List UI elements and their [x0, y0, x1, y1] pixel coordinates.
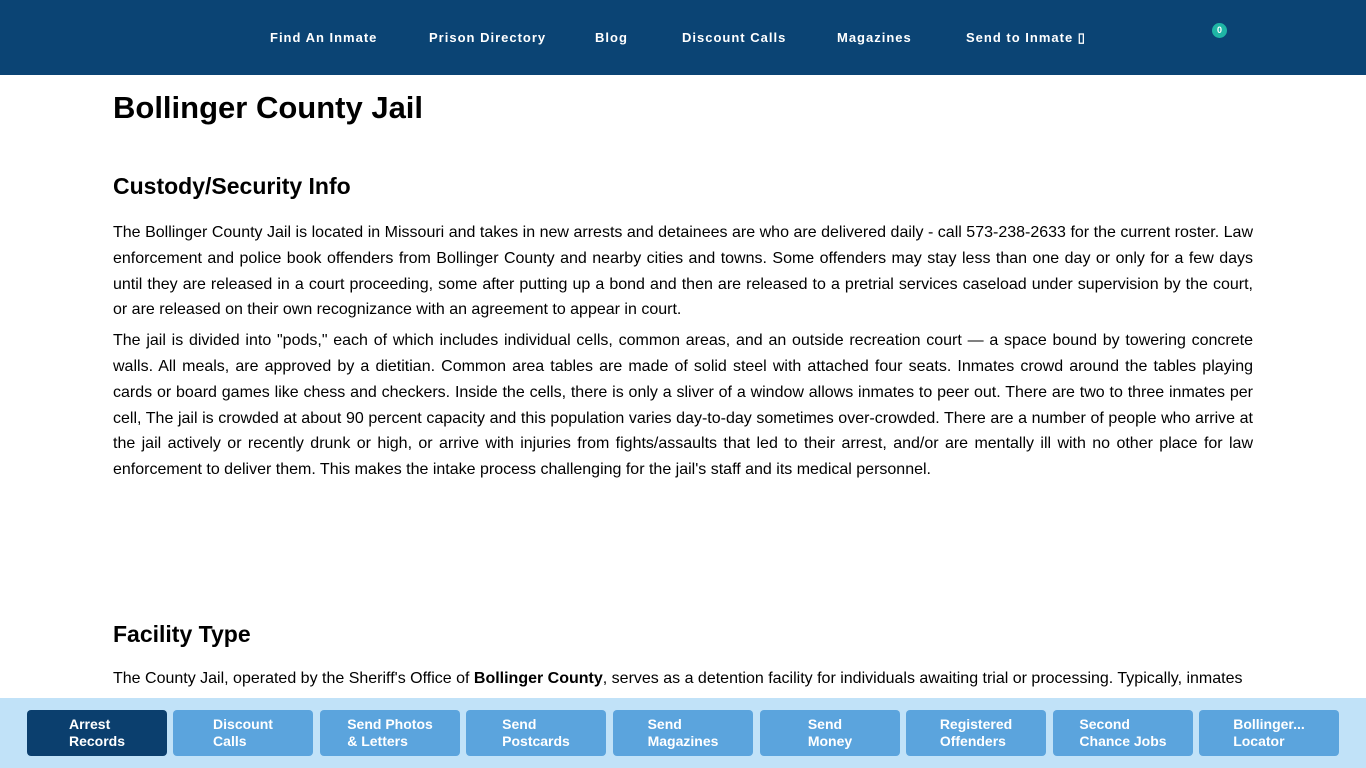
facility-text-end: , serves as a detention facility for individuals awaiting trial or processing. Typically, inmates	[602, 670, 1243, 687]
bollinger-locator-button[interactable]: Bollinger... Locator	[1199, 710, 1339, 756]
nav-prison-directory[interactable]: Prison Directory	[429, 30, 547, 45]
send-postcards-button[interactable]: Send Postcards	[466, 710, 606, 756]
custody-heading: Custody/Security Info	[113, 173, 351, 199]
nav-magazines[interactable]: Magazines	[837, 30, 912, 45]
facility-county-name: Bollinger County	[473, 670, 603, 687]
page-title: Bollinger County Jail	[113, 90, 424, 125]
facility-type-paragraph	[113, 666, 1253, 692]
facility-type-heading: Facility Type	[113, 621, 251, 647]
top-navigation	[0, 0, 1366, 75]
send-money-button[interactable]: Send Money	[760, 710, 900, 756]
facility-text-start: The County Jail, operated by the Sheriff's Office of	[113, 670, 474, 687]
bottom-action-bar	[0, 698, 1366, 768]
discount-calls-button[interactable]: Discount Calls	[173, 710, 313, 756]
send-photos-letters-button[interactable]: Send Photos & Letters	[320, 710, 460, 756]
custody-paragraph-2: The jail is divided into "pods," each of which includes individual cells, common areas, and an outside recreation court — a space bound by towering concrete walls. All meals, are approved by a dietitian. Common area tables are made of solid steel with attached four seats. Inmates crowd around the tables playing cards or board games like chess and checkers. Inside the cells, there is only a sliver of a window allows inmates to peer out. There are two to three inmates per cell, The jail is crowded at about 90 percent capacity and this population varies day-to-day sometimes over-crowded. There are a number of people who arrive at the jail actively or recently drunk or high, or arrive with injuries from fights/assaults that led to their arrest, and/or are mentally ill with no other place for law enforcement to deliver them. This makes the intake process challenging for the jail's staff and its medical personnel.	[113, 332, 1253, 479]
main-content	[113, 90, 1253, 687]
second-chance-jobs-button[interactable]: Second Chance Jobs	[1053, 710, 1193, 756]
custody-paragraph-1: The Bollinger County Jail is located in Missouri and takes in new arrests and detainees are who are delivered daily - call 573-238-2633 for the current roster. Law enforcement and police book offenders from Bollinger County and nearby cities and towns. Some offenders may stay less than one day or only for a few days until they are released in a court proceeding, some after putting up a bond and then are released to a pretrial services caseload under supervision by the court, or are released on their own recognizance with an agreement to appear in court.	[113, 224, 1253, 319]
arrest-records-button[interactable]: Arrest Records	[27, 710, 167, 756]
nav-find-an-inmate[interactable]: Find An Inmate	[270, 30, 378, 45]
registered-offenders-button[interactable]: Registered Offenders	[906, 710, 1046, 756]
nav-blog[interactable]: Blog	[595, 30, 628, 45]
cart-count-badge[interactable]: 0	[1212, 23, 1227, 38]
send-magazines-button[interactable]: Send Magazines	[613, 710, 753, 756]
nav-send-to-inmate[interactable]: Send to Inmate ▯	[966, 30, 1086, 45]
nav-discount-calls[interactable]: Discount Calls	[682, 30, 787, 45]
